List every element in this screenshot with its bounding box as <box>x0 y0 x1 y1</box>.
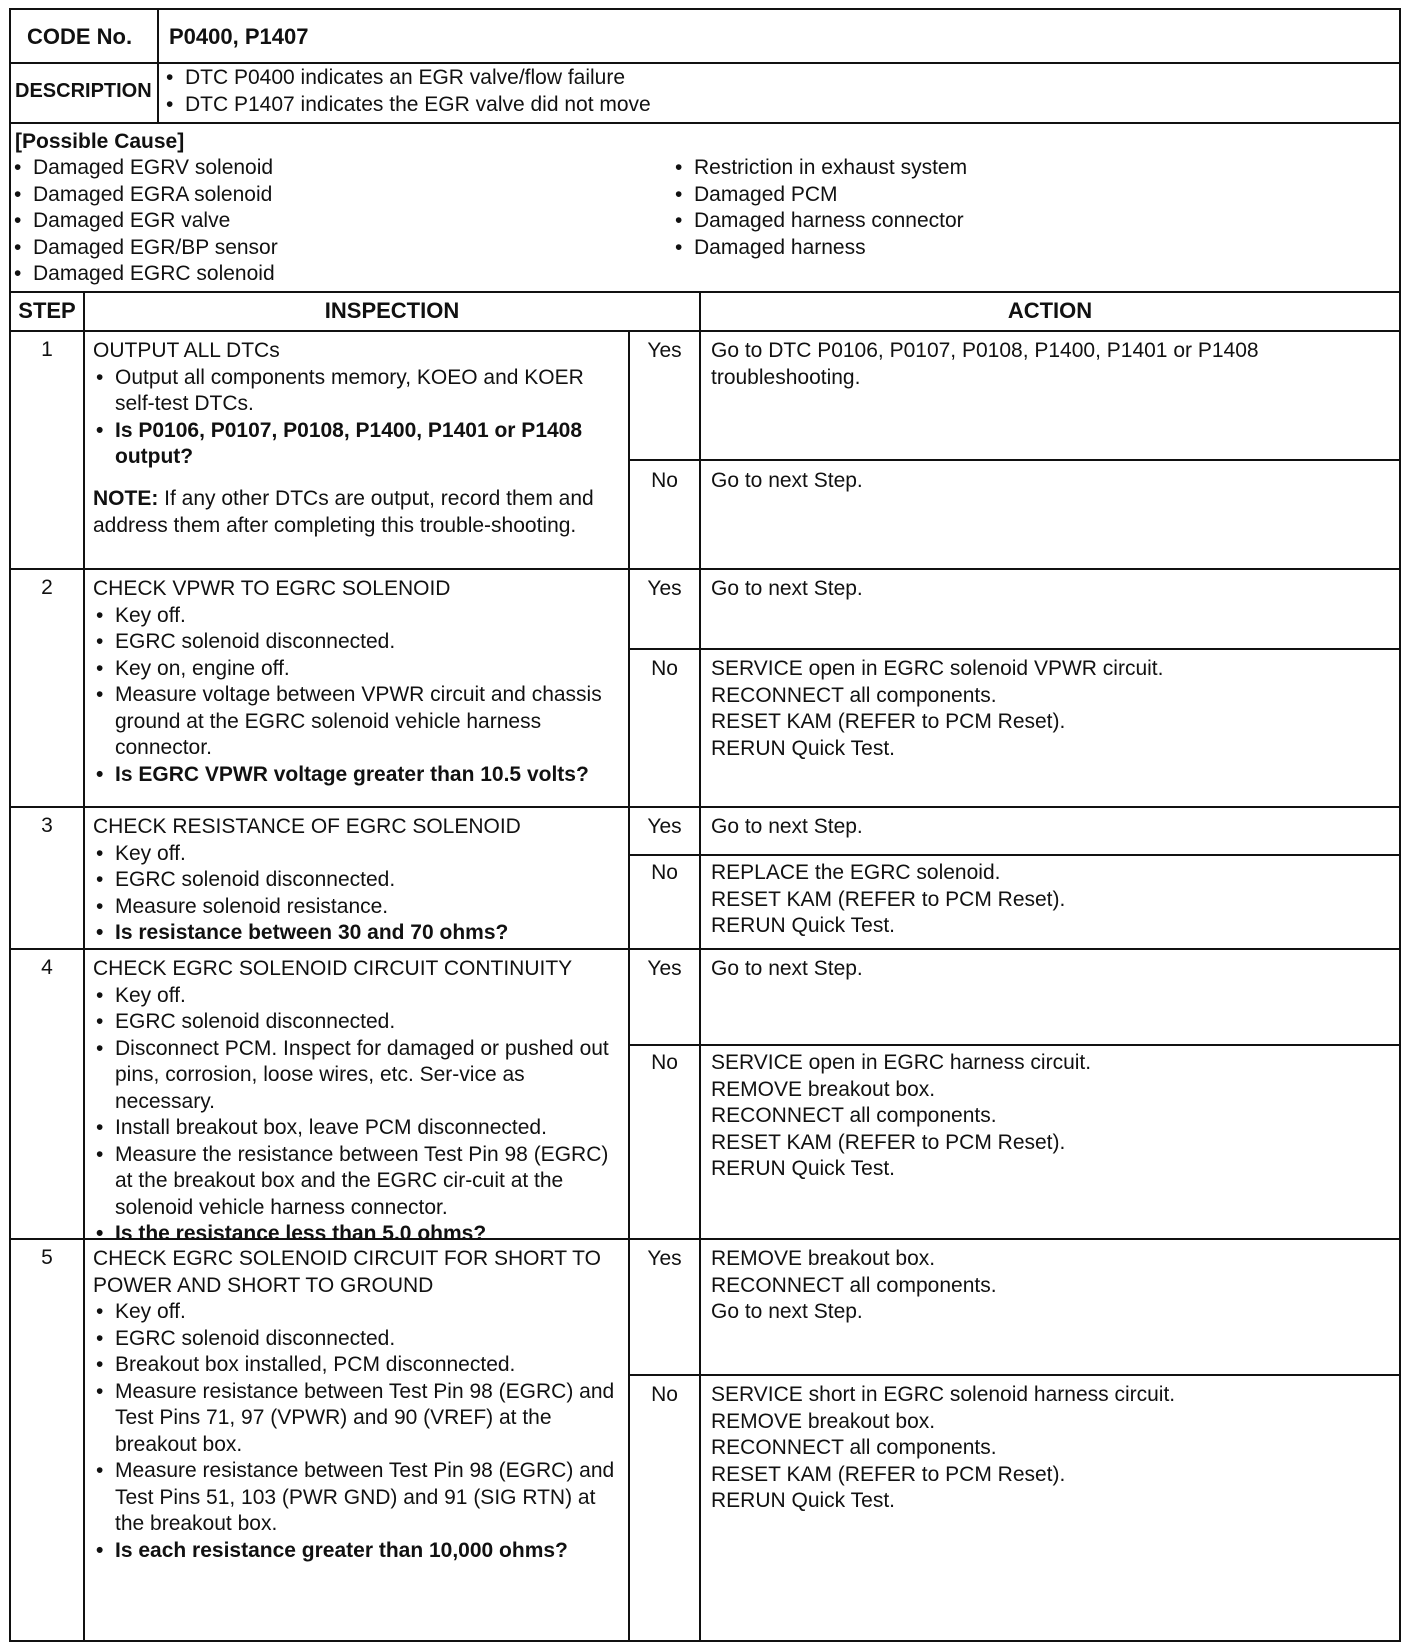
cause-item: • Damaged EGR valve <box>11 208 651 235</box>
cause-item: • Damaged EGRC solenoid <box>11 261 651 288</box>
step-inspection <box>93 814 621 947</box>
step-inspection <box>93 1246 623 1564</box>
yes-action <box>711 956 1381 983</box>
step-question: • Is each resistance greater than 10,000 ohms? <box>93 1538 623 1565</box>
action-line: REMOVE breakout box. <box>711 1077 936 1101</box>
header-action: ACTION <box>1007 298 1093 323</box>
step-number: 3 <box>41 814 53 837</box>
action-line: RESET KAM (REFER to PCM Reset). <box>711 887 1066 911</box>
step-bullet: • Measure solenoid resistance. <box>93 894 621 921</box>
no-action <box>711 468 1381 495</box>
description-item: • DTC P1407 indicates the EGR valve did not move <box>163 92 1363 119</box>
step-bullet: • Measure the resistance between Test Pin 98 (EGRC) at the breakout box and the EGRC cir-cuit at the solenoid vehicle harness connector. <box>93 1142 623 1222</box>
action-line: SERVICE short in EGRC solenoid harness circuit. <box>711 1383 1176 1406</box>
yes-action <box>711 576 1381 603</box>
step-question: • Is EGRC VPWR voltage greater than 10.5 volts? <box>93 762 621 789</box>
code-label: CODE No. <box>27 24 133 49</box>
action-line: REPLACE the EGRC solenoid. <box>711 861 1001 884</box>
action-line: SERVICE open in EGRC solenoid VPWR circuit. <box>711 657 1164 680</box>
step-number: 2 <box>41 576 53 599</box>
step-number: 1 <box>41 338 53 361</box>
yes-action <box>711 1246 1381 1326</box>
action-line: RESET KAM (REFER to PCM Reset). <box>711 710 1066 733</box>
action-line: RECONNECT all components. <box>711 1104 997 1127</box>
cause-item: • Damaged EGR/BP sensor <box>11 235 651 262</box>
yes-action <box>711 338 1381 391</box>
action-line: Go to next Step. <box>711 815 863 838</box>
action-line: Go to next Step. <box>711 577 863 600</box>
step-bullet: • Key off. <box>93 1299 623 1326</box>
description-list <box>163 65 1363 118</box>
header-inspection: INSPECTION <box>324 298 460 323</box>
step-question: • Is resistance between 30 and 70 ohms? <box>93 920 621 947</box>
step-bullet: • EGRC solenoid disconnected. <box>93 1009 623 1036</box>
step-note <box>93 486 621 539</box>
step-bullet: • Measure resistance between Test Pin 98 (EGRC) and Test Pins 71, 97 (VPWR) and 90 (VREF) at the breakout box. <box>93 1379 623 1459</box>
step-bullet: • Key on, engine off. <box>93 656 621 683</box>
no-label: No <box>651 1051 678 1074</box>
possible-cause-left-list <box>11 155 651 288</box>
no-action <box>711 860 1381 940</box>
step-title: OUTPUT ALL DTCs <box>93 339 280 362</box>
action-line: RECONNECT all components. <box>711 683 997 707</box>
step-bullet: • Key off. <box>93 841 621 868</box>
cause-item: • Damaged harness <box>672 235 1372 262</box>
step-bullet: • Breakout box installed, PCM disconnected. <box>93 1352 623 1379</box>
yes-action <box>711 814 1381 841</box>
step-bullet: • Disconnect PCM. Inspect for damaged or pushed out pins, corrosion, loose wires, etc. Ser-vice as necessary. <box>93 1036 623 1116</box>
step-bullet: • Output all components memory, KOEO and KOER self-test DTCs. <box>93 365 621 418</box>
step-inspection <box>93 338 621 471</box>
action-line: Go to DTC P0106, P0107, P0108, P1400, P1401 or P1408 troubleshooting. <box>711 339 1259 389</box>
step-title: CHECK EGRC SOLENOID CIRCUIT CONTINUITY <box>93 957 573 980</box>
action-line: RERUN Quick Test. <box>711 736 895 760</box>
step-bullet: • Key off. <box>93 983 623 1010</box>
step-question: • Is the resistance less than 5.0 ohms? <box>93 1221 623 1248</box>
step-bullet: • EGRC solenoid disconnected. <box>93 1326 623 1353</box>
yes-label: Yes <box>647 339 682 362</box>
action-line: RESET KAM (REFER to PCM Reset). <box>711 1130 1066 1154</box>
cause-item: • Damaged PCM <box>672 182 1372 209</box>
troubleshooting-sheet <box>9 8 1401 1642</box>
step-bullet: • EGRC solenoid disconnected. <box>93 867 621 894</box>
action-line: RERUN Quick Test. <box>711 914 895 937</box>
yes-label: Yes <box>647 957 682 980</box>
yes-label: Yes <box>647 1247 682 1270</box>
step-title: CHECK RESISTANCE OF EGRC SOLENOID <box>93 815 521 838</box>
action-line: REMOVE breakout box. <box>711 1409 936 1433</box>
action-line: RESET KAM (REFER to PCM Reset). <box>711 1462 1066 1486</box>
step-title: CHECK VPWR TO EGRC SOLENOID <box>93 577 451 600</box>
note-label: NOTE: <box>93 487 159 510</box>
no-label: No <box>651 657 678 680</box>
description-label: DESCRIPTION <box>15 80 152 102</box>
action-line: RECONNECT all components. <box>711 1436 997 1459</box>
no-label: No <box>651 469 678 492</box>
possible-cause-title: [Possible Cause] <box>15 130 185 153</box>
no-action <box>711 656 1381 762</box>
yes-label: Yes <box>647 577 682 600</box>
cause-item: • Damaged EGRV solenoid <box>11 155 651 182</box>
cause-item: • Damaged EGRA solenoid <box>11 182 651 209</box>
step-inspection <box>93 956 623 1248</box>
action-line: Go to next Step. <box>711 957 863 980</box>
note-text: If any other DTCs are output, record them and address them after completing this trouble-shooting. <box>93 487 594 537</box>
action-line: Go to next Step. <box>711 1300 863 1323</box>
step-bullet: • EGRC solenoid disconnected. <box>93 629 621 656</box>
step-number: 5 <box>41 1246 53 1269</box>
action-line: RERUN Quick Test. <box>711 1489 895 1512</box>
step-inspection <box>93 576 621 788</box>
no-action <box>711 1382 1381 1515</box>
no-label: No <box>651 861 678 884</box>
cause-item: • Restriction in exhaust system <box>672 155 1372 182</box>
description-item: • DTC P0400 indicates an EGR valve/flow failure <box>163 65 1363 92</box>
no-action <box>711 1050 1381 1183</box>
step-number: 4 <box>41 956 53 979</box>
step-bullet: • Install breakout box, leave PCM disconnected. <box>93 1115 623 1142</box>
code-value: P0400, P1407 <box>169 24 309 49</box>
no-label: No <box>651 1383 678 1406</box>
cause-item: • Damaged harness connector <box>672 208 1372 235</box>
step-bullet: • Measure resistance between Test Pin 98 (EGRC) and Test Pins 51, 103 (PWR GND) and 91 (SIG RTN) at the breakout box. <box>93 1458 623 1538</box>
action-line: SERVICE open in EGRC harness circuit. <box>711 1051 1092 1074</box>
action-line: REMOVE breakout box. <box>711 1247 936 1270</box>
action-line: RERUN Quick Test. <box>711 1157 895 1180</box>
header-step: STEP <box>18 298 76 323</box>
step-question: • Is P0106, P0107, P0108, P1400, P1401 or P1408 output? <box>93 418 621 471</box>
step-bullet: • Key off. <box>93 603 621 630</box>
action-line: RECONNECT all components. <box>711 1273 997 1297</box>
step-title: CHECK EGRC SOLENOID CIRCUIT FOR SHORT TO POWER AND SHORT TO GROUND <box>93 1247 601 1297</box>
yes-label: Yes <box>647 815 682 838</box>
possible-cause-right-list <box>672 155 1372 261</box>
step-bullet: • Measure voltage between VPWR circuit and chassis ground at the EGRC solenoid vehicle harness connector. <box>93 682 621 762</box>
action-line: Go to next Step. <box>711 469 863 492</box>
